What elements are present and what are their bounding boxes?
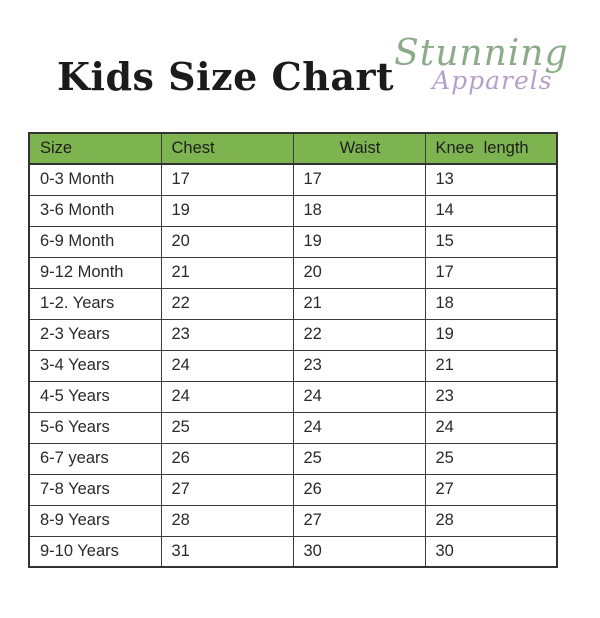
measurement-cell: 26	[293, 474, 425, 505]
measurement-cell: 28	[425, 505, 557, 536]
table-row	[29, 443, 557, 474]
measurement-cell: 14	[425, 195, 557, 226]
table-row	[29, 319, 557, 350]
measurement-cell: 24	[161, 350, 293, 381]
measurement-cell: 20	[293, 257, 425, 288]
measurement-cell: 19	[161, 195, 293, 226]
size-label-cell: 7-8 Years	[29, 474, 161, 505]
size-table-head	[29, 133, 557, 164]
size-label-cell: 4-5 Years	[29, 381, 161, 412]
measurement-cell: 23	[293, 350, 425, 381]
measurement-cell: 24	[293, 412, 425, 443]
size-table-body	[29, 164, 557, 567]
measurement-cell: 24	[293, 381, 425, 412]
measurement-cell: 13	[425, 164, 557, 195]
column-header-size: Size	[29, 133, 161, 164]
header-row	[29, 133, 557, 164]
measurement-cell: 30	[425, 536, 557, 567]
size-label-cell: 5-6 Years	[29, 412, 161, 443]
size-label-cell: 9-12 Month	[29, 257, 161, 288]
measurement-cell: 21	[293, 288, 425, 319]
size-label-cell: 3-6 Month	[29, 195, 161, 226]
measurement-cell: 19	[293, 226, 425, 257]
table-row	[29, 257, 557, 288]
measurement-cell: 24	[425, 412, 557, 443]
measurement-cell: 27	[425, 474, 557, 505]
measurement-cell: 25	[161, 412, 293, 443]
table-row	[29, 412, 557, 443]
measurement-cell: 25	[293, 443, 425, 474]
measurement-cell: 19	[425, 319, 557, 350]
brand-logo	[394, 33, 569, 95]
measurement-cell: 28	[161, 505, 293, 536]
measurement-cell: 22	[161, 288, 293, 319]
size-label-cell: 0-3 Month	[29, 164, 161, 195]
page-header	[0, 0, 600, 126]
table-row	[29, 288, 557, 319]
measurement-cell: 21	[425, 350, 557, 381]
size-label-cell: 3-4 Years	[29, 350, 161, 381]
measurement-cell: 31	[161, 536, 293, 567]
size-label-cell: 9-10 Years	[29, 536, 161, 567]
column-header-knee-length: Knee length	[425, 133, 557, 164]
column-header-waist: Waist	[293, 133, 425, 164]
brand-name-line2: Apparels	[432, 66, 553, 95]
measurement-cell: 26	[161, 443, 293, 474]
measurement-cell: 27	[293, 505, 425, 536]
measurement-cell: 22	[293, 319, 425, 350]
measurement-cell: 17	[293, 164, 425, 195]
size-label-cell: 6-9 Month	[29, 226, 161, 257]
page-title: Kids Size Chart	[57, 54, 395, 99]
table-row	[29, 381, 557, 412]
measurement-cell: 17	[161, 164, 293, 195]
table-row	[29, 226, 557, 257]
measurement-cell: 25	[425, 443, 557, 474]
table-row	[29, 195, 557, 226]
measurement-cell: 15	[425, 226, 557, 257]
measurement-cell: 21	[161, 257, 293, 288]
table-row	[29, 350, 557, 381]
table-row	[29, 536, 557, 567]
kids-size-table	[28, 132, 558, 568]
measurement-cell: 18	[293, 195, 425, 226]
size-label-cell: 6-7 years	[29, 443, 161, 474]
table-row	[29, 474, 557, 505]
size-label-cell: 2-3 Years	[29, 319, 161, 350]
measurement-cell: 20	[161, 226, 293, 257]
measurement-cell: 30	[293, 536, 425, 567]
table-row	[29, 505, 557, 536]
measurement-cell: 17	[425, 257, 557, 288]
column-header-chest: Chest	[161, 133, 293, 164]
measurement-cell: 23	[425, 381, 557, 412]
measurement-cell: 27	[161, 474, 293, 505]
brand-name-line1: Stunning	[394, 33, 569, 74]
size-label-cell: 8-9 Years	[29, 505, 161, 536]
measurement-cell: 18	[425, 288, 557, 319]
measurement-cell: 23	[161, 319, 293, 350]
measurement-cell: 24	[161, 381, 293, 412]
size-label-cell: 1-2. Years	[29, 288, 161, 319]
table-row	[29, 164, 557, 195]
